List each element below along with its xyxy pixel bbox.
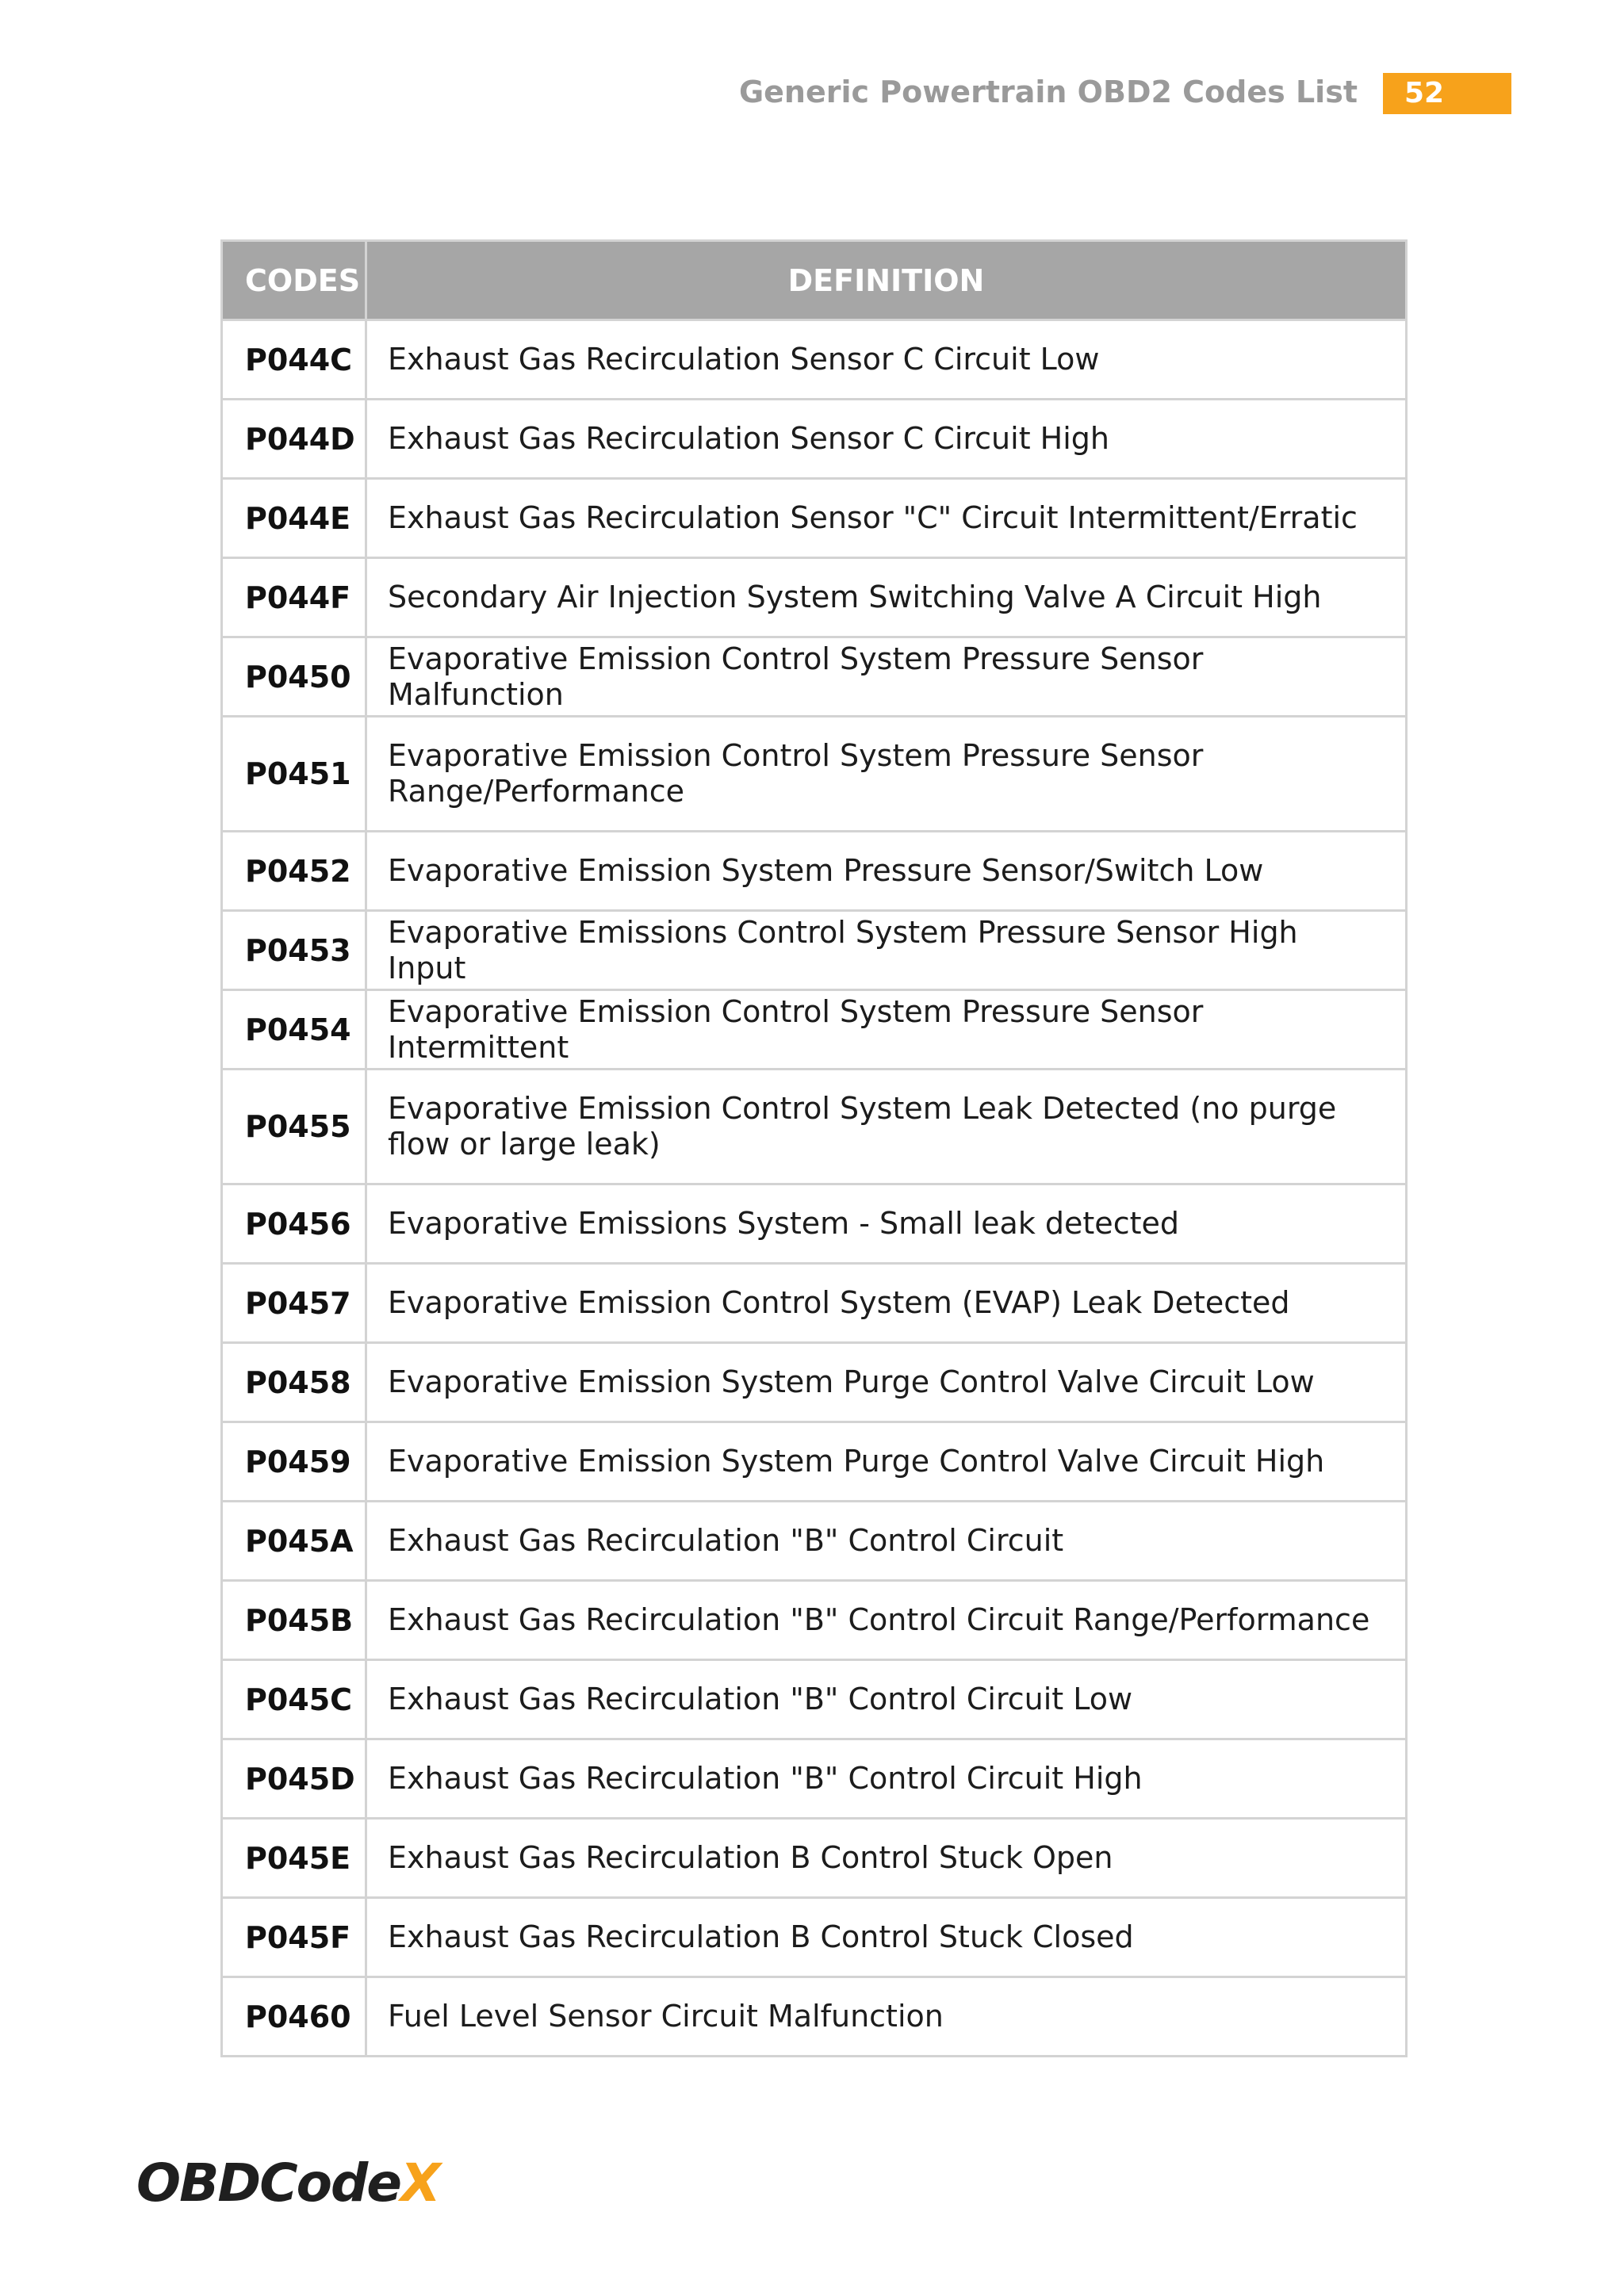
code-cell: P045F xyxy=(222,1898,366,1977)
code-cell: P0459 xyxy=(222,1422,366,1502)
page-number-badge: 52 xyxy=(1383,73,1511,114)
definition-cell: Fuel Level Sensor Circuit Malfunction xyxy=(366,1977,1407,2057)
code-cell: P0453 xyxy=(222,911,366,990)
table-row xyxy=(222,1819,1407,1898)
definition-cell: Evaporative Emission System Pressure Sensor/Switch Low xyxy=(366,832,1407,911)
codes-table xyxy=(220,239,1408,2057)
table-header-row xyxy=(222,241,1407,320)
code-cell: P0455 xyxy=(222,1070,366,1184)
table-row xyxy=(222,1070,1407,1184)
table-row xyxy=(222,1264,1407,1343)
code-cell: P0451 xyxy=(222,717,366,832)
definition-cell: Exhaust Gas Recirculation "B" Control Circuit High xyxy=(366,1739,1407,1819)
definition-cell: Secondary Air Injection System Switching Valve A Circuit High xyxy=(366,558,1407,637)
definition-cell: Evaporative Emission Control System Leak Detected (no purge flow or large leak) xyxy=(366,1070,1407,1184)
table-row xyxy=(222,479,1407,558)
table-row xyxy=(222,1502,1407,1581)
table-row xyxy=(222,832,1407,911)
code-cell: P0452 xyxy=(222,832,366,911)
definition-cell: Exhaust Gas Recirculation B Control Stuck Closed xyxy=(366,1898,1407,1977)
code-cell: P045A xyxy=(222,1502,366,1581)
document-title: Generic Powertrain OBD2 Codes List xyxy=(738,75,1358,109)
column-header-codes: CODES xyxy=(222,241,366,320)
code-cell: P044E xyxy=(222,479,366,558)
code-cell: P045D xyxy=(222,1739,366,1819)
logo-text: OBDCode xyxy=(136,2152,400,2214)
definition-cell: Evaporative Emission System Purge Control Valve Circuit Low xyxy=(366,1343,1407,1422)
table-row xyxy=(222,1898,1407,1977)
definition-cell: Evaporative Emission Control System Pressure Sensor Range/Performance xyxy=(366,717,1407,832)
table-row xyxy=(222,717,1407,832)
logo-x-mark: X xyxy=(400,2152,439,2214)
definition-cell: Exhaust Gas Recirculation Sensor C Circuit Low xyxy=(366,320,1407,400)
table-row xyxy=(222,911,1407,990)
table-row xyxy=(222,1422,1407,1502)
definition-cell: Evaporative Emission Control System Pressure Sensor Intermittent xyxy=(366,990,1407,1070)
table-row xyxy=(222,1343,1407,1422)
obdcodex-logo xyxy=(136,2152,439,2214)
table-row xyxy=(222,1660,1407,1739)
definition-cell: Exhaust Gas Recirculation B Control Stuck Open xyxy=(366,1819,1407,1898)
code-cell: P044F xyxy=(222,558,366,637)
definition-cell: Exhaust Gas Recirculation "B" Control Circuit Low xyxy=(366,1660,1407,1739)
definition-cell: Evaporative Emission Control System Pressure Sensor Malfunction xyxy=(366,637,1407,717)
table-row xyxy=(222,1184,1407,1264)
definition-cell: Exhaust Gas Recirculation "B" Control Circuit Range/Performance xyxy=(366,1581,1407,1660)
table-row xyxy=(222,1739,1407,1819)
table-row xyxy=(222,320,1407,400)
code-cell: P0454 xyxy=(222,990,366,1070)
table-row xyxy=(222,558,1407,637)
code-cell: P0460 xyxy=(222,1977,366,2057)
code-cell: P045C xyxy=(222,1660,366,1739)
code-cell: P0456 xyxy=(222,1184,366,1264)
table-row xyxy=(222,400,1407,479)
table-row xyxy=(222,637,1407,717)
code-cell: P044D xyxy=(222,400,366,479)
table-row xyxy=(222,990,1407,1070)
definition-cell: Evaporative Emission System Purge Control Valve Circuit High xyxy=(366,1422,1407,1502)
definition-cell: Exhaust Gas Recirculation Sensor C Circuit High xyxy=(366,400,1407,479)
definition-cell: Evaporative Emissions System - Small leak detected xyxy=(366,1184,1407,1264)
code-cell: P045E xyxy=(222,1819,366,1898)
column-header-definition: DEFINITION xyxy=(366,241,1407,320)
code-cell: P044C xyxy=(222,320,366,400)
code-cell: P0458 xyxy=(222,1343,366,1422)
definition-cell: Evaporative Emissions Control System Pressure Sensor High Input xyxy=(366,911,1407,990)
definition-cell: Evaporative Emission Control System (EVAP) Leak Detected xyxy=(366,1264,1407,1343)
table-row xyxy=(222,1581,1407,1660)
definition-cell: Exhaust Gas Recirculation Sensor "C" Circuit Intermittent/Erratic xyxy=(366,479,1407,558)
code-cell: P045B xyxy=(222,1581,366,1660)
code-cell: P0457 xyxy=(222,1264,366,1343)
table-row xyxy=(222,1977,1407,2057)
code-cell: P0450 xyxy=(222,637,366,717)
definition-cell: Exhaust Gas Recirculation "B" Control Circuit xyxy=(366,1502,1407,1581)
